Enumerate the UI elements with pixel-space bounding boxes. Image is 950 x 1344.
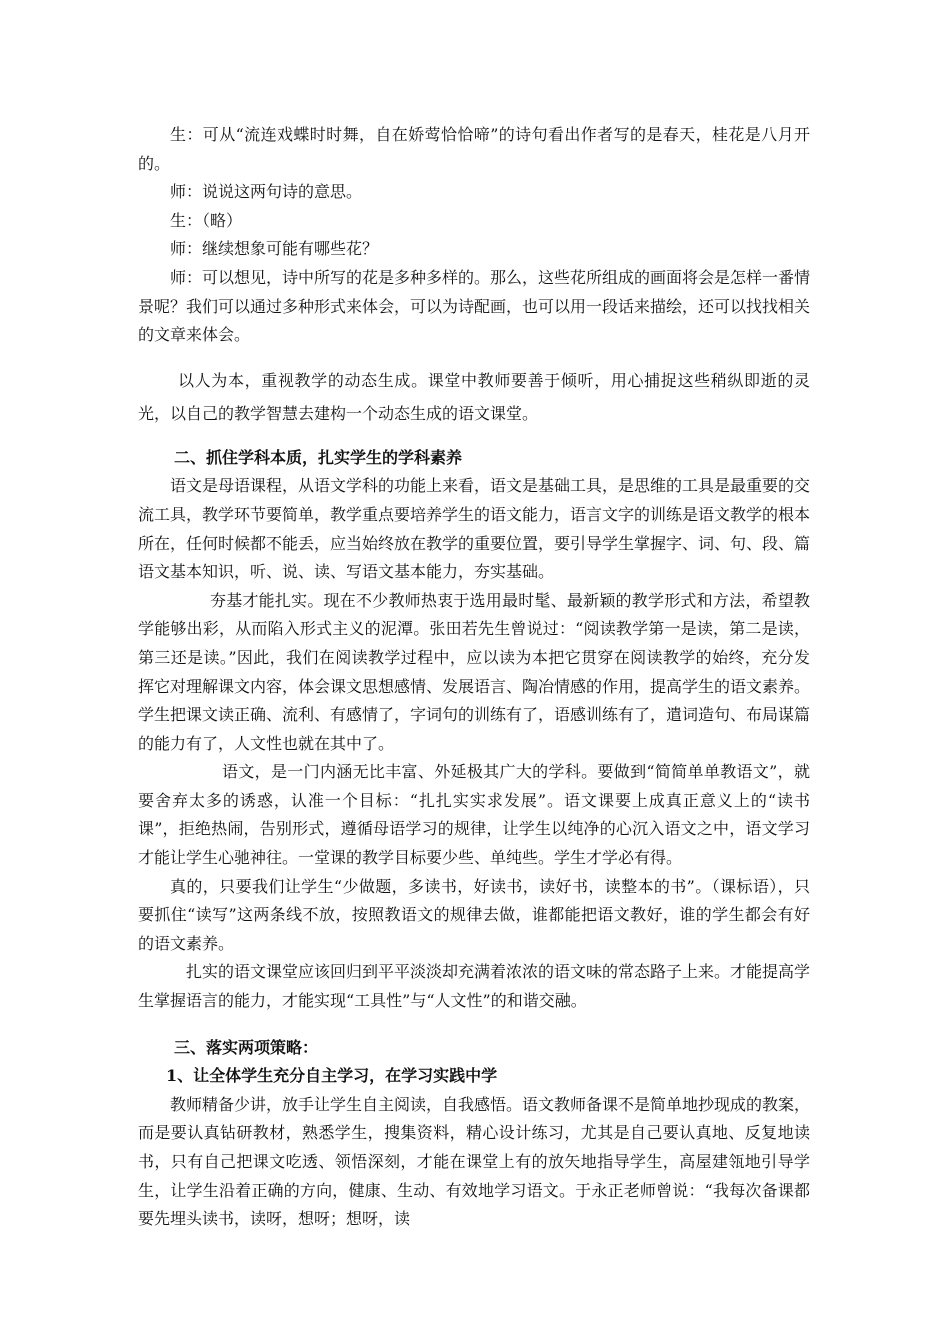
paragraph-dynamic-generation: 以人为本，重视教学的动态生成。课堂中教师要善于倾听，用心捕捉这些稍纵即逝的灵光，以自己的教学智慧去建构一个动态生成的语文课堂。 bbox=[138, 370, 810, 423]
dialogue-teacher-2: 师：继续想象可能有哪些花？ bbox=[170, 239, 379, 259]
section-heading-2: 二、抓住学科本质，扎实学生的学科素养 bbox=[174, 447, 463, 467]
subsection-heading-1: 1、让全体学生充分自主学习，在学习实践中学 bbox=[166, 1066, 498, 1086]
paragraph-simple-teaching: 语文，是一门内涵无比丰富、外延极其广大的学科。要做到“简简单单教语文”，就要舍弃太多的诱惑，认准一个目标：“扎扎实实求发展”。语文课要上成真正意义上的“读书课”，拒绝热闹，告别形式，遵循母语学习的规律，让学生以纯净的心沉入语文之中，语文学习才能让学生心驰神往。一堂课的教学目标要少些、单纯些。学生才学必有得。 bbox=[138, 762, 810, 868]
section-heading-3: 三、落实两项策略： bbox=[174, 1037, 319, 1057]
paragraph-read-more: 真的，只要我们让学生“少做题，多读书，好读书，读好书，读整本的书”。（课标语），只要抓住“读写”这两条线不放，按照教语文的规律去做，谁都能把语文教好，谁的学生都会有好的语文素养。 bbox=[138, 876, 810, 953]
document-body bbox=[138, 121, 810, 1234]
paragraph-teacher-preparation: 教师精备少讲，放手让学生自主阅读，自我感悟。语文教师备课不是简单地抄现成的教案，而是要认真钻研教材，熟悉学生，搜集资料，精心设计练习，尤其是自己要认真地、反复地读书，只有自己把课文吃透、领悟深刻，才能在课堂上有的放矢地指导学生，高屋建瓴地引导学生，让学生沿着正确的方向，健康、生动、有效地学习语文。于永正老师曾说：“我每次备课都要先埋头读书，读呀，想呀；想呀，读 bbox=[138, 1094, 811, 1229]
dialogue-teacher-3: 师：可以想见，诗中所写的花是多种多样的。那么，这些花所组成的画面将会是怎样一番情景呢？我们可以通过多种形式来体会，可以为诗配画，也可以用一段话来描绘，还可以找找相关的文章来体会。 bbox=[138, 267, 811, 345]
paragraph-solid-foundation: 夯基才能扎实。现在不少教师热衷于选用最时髦、最新颖的教学形式和方法，希望教学能够出彩，从而陷入形式主义的泥潭。张田若先生曾说过：“阅读教学第一是读，第二是读，第三还是读。”因此，我们在阅读教学过程中，应以读为本把它贯穿在阅读教学的始终，充分发挥它对理解课文内容，体会课文思想感情、发展语言、陶冶情感的作用，提高学生的语文素养。学生把课文读正确、流利、有感情了，字词句的训练有了，语感训练有了，遣词造句、布局谋篇的能力有了，人文性也就在其中了。 bbox=[138, 590, 811, 753]
paragraph-chinese-basics: 语文是母语课程，从语文学科的功能上来看，语文是基础工具，是思维的工具是最重要的交流工具，教学环节要简单，教学重点要培养学生的语文能力，语言文字的训练是语文教学的根本所在，任何时候都不能丢，应当始终放在教学的重要位置，要引导学生掌握字、词、句、段、篇语文基本知识，听、说、读、写语文基本能力，夯实基础。 bbox=[138, 476, 811, 582]
dialogue-teacher-1: 师：说说这两句诗的意思。 bbox=[170, 182, 363, 202]
dialogue-student-2: 生：（略） bbox=[170, 210, 243, 230]
dialogue-student-1: 生：可从“流连戏蝶时时舞，自在娇莺恰恰啼”的诗句看出作者写的是春天，桂花是八月开的。 bbox=[138, 125, 810, 173]
paragraph-solid-classroom: 扎实的语文课堂应该回归到平平淡淡却充满着浓浓的语文味的常态路子上来。才能提高学生掌握语言的能力，才能实现“工具性”与“人文性”的和谐交融。 bbox=[138, 962, 811, 1011]
